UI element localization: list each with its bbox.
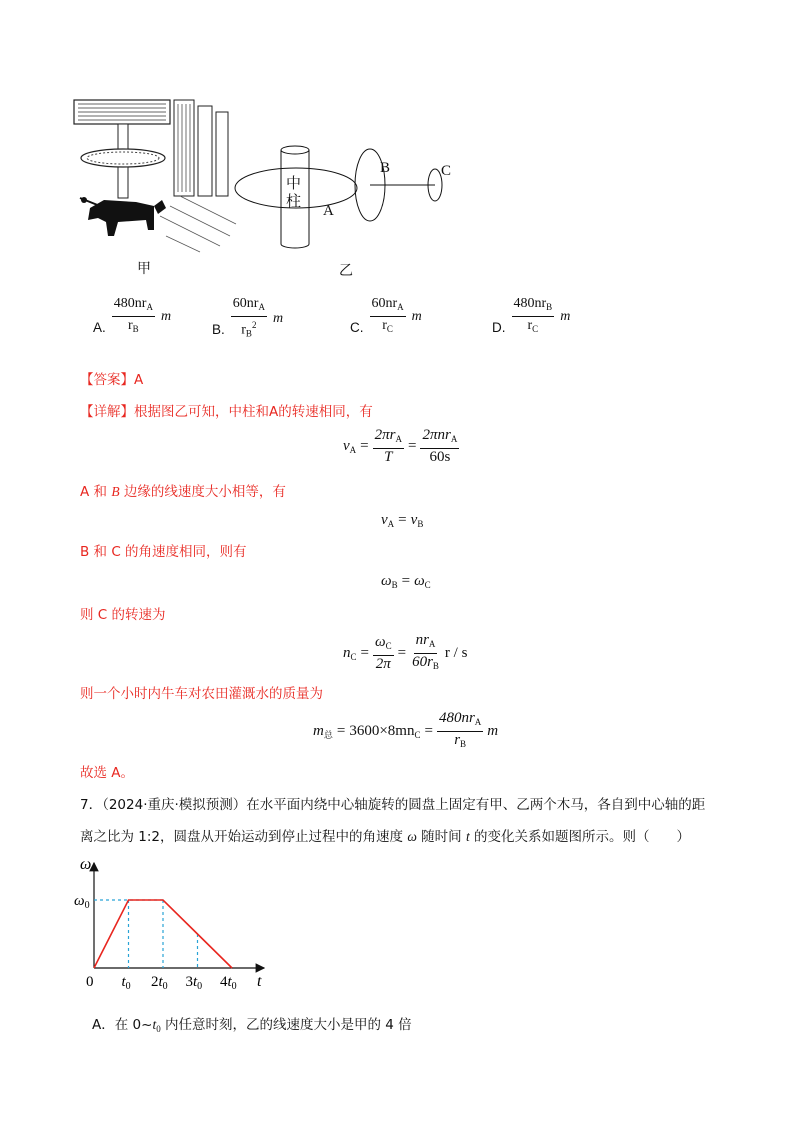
eq3-lhs-sub: B: [391, 580, 398, 590]
option-a-q7-t0: t: [152, 1017, 157, 1032]
option-c-den: r: [382, 318, 387, 333]
diagram-label-C: C: [441, 163, 452, 179]
diagram-label-zhu: 柱: [286, 194, 302, 210]
option-b-tail: m: [272, 310, 284, 326]
eq5-mid-sub: C: [414, 730, 421, 740]
eq1-f1-num: 2πr: [374, 427, 396, 443]
x-tick-3: $3t_0$: [185, 974, 203, 992]
detail-intro-line: [80, 402, 373, 422]
option-d-tail: m: [560, 308, 571, 324]
option-d-den-sub: C: [532, 324, 539, 334]
option-a-prev-label: A.: [93, 320, 106, 335]
question-text-2b: 随时间: [416, 829, 466, 845]
diagram-label-zhong: 中: [286, 176, 302, 192]
option-d-prev[interactable]: [492, 296, 570, 337]
eq4-f1-den: 2π: [375, 656, 391, 672]
x-tick-0: 0: [86, 974, 94, 990]
detail-tag: 【详解】: [80, 404, 134, 420]
eq5-lhs-sub: 总: [323, 729, 333, 740]
x-tick-4: $4t_0$: [220, 974, 237, 992]
eq5-mid: 3600×8mn: [349, 723, 415, 739]
option-b-den: r: [241, 322, 246, 338]
option-c-num: 60nr: [371, 296, 398, 311]
eq5-lhs: m: [313, 722, 324, 739]
question-text-2a: 离之比为 1:2，圆盘从开始运动到停止过程中的角速度: [80, 829, 408, 845]
figure-jia-label: 甲: [137, 261, 151, 277]
eq4-unit: r / s: [444, 645, 468, 661]
omega-series-line: [94, 900, 232, 968]
option-a-prev[interactable]: [93, 296, 171, 337]
option-b-num: 60nr: [232, 296, 259, 311]
option-b-den-sub: B: [245, 328, 252, 339]
y-tick-omega0: $\omega_0$: [74, 893, 90, 911]
conclusion-line: 故选 A。: [80, 765, 135, 781]
detail-intro-text: 根据图乙可知，中柱和A的转速相同，有: [134, 404, 373, 420]
option-c-tail: m: [411, 308, 422, 324]
figure-yi-label: 乙: [339, 263, 353, 279]
figure-jia-illustration: [70, 96, 240, 256]
detail-line-5: 则一个小时内牛车对农田灌溉水的质量为: [80, 686, 323, 702]
diagram-label-B: B: [380, 160, 391, 176]
equation-wb-wc: $\omega_B$ = $\omega_C$: [381, 573, 431, 590]
equation-va: $v_A$ = $\frac{2\pi r_A}{T}$ = $\frac{2\pi nr_A}{60s}$: [343, 427, 458, 465]
equation-va-vb: $v_A$ = $v_B$: [381, 512, 424, 529]
option-a-q7-text2: 内任意时刻，乙的线速度大小是甲的 4 倍: [160, 1017, 412, 1033]
eq4-lhs: n: [343, 645, 351, 661]
option-b-num-sub: A: [258, 302, 265, 312]
eq4-f2-den: 60r: [412, 654, 433, 670]
eq2-rhs: v: [410, 512, 418, 528]
option-d-prev-label: D.: [492, 320, 506, 335]
option-a-tail: m: [160, 308, 172, 324]
eq1-f2-den: 60s: [429, 449, 451, 465]
question-omega: ω: [407, 829, 417, 844]
eq1-f2-num-sub: A: [450, 434, 458, 444]
detail-line2-c: 边缘的线速度大小相等，有: [119, 484, 286, 500]
eq2-lhs-sub: A: [387, 519, 395, 529]
option-d-den: r: [527, 318, 533, 333]
eq5-f-num: 480nr: [438, 710, 475, 726]
eq3-lhs: ω: [381, 573, 392, 589]
option-b-den-sup: 2: [251, 320, 257, 330]
detail-line-4: 则 C 的转速为: [80, 607, 166, 623]
option-c-prev[interactable]: [350, 296, 422, 337]
option-c-den-sub: C: [386, 324, 393, 334]
option-a-num: 480nr: [113, 296, 147, 311]
option-a-num-sub: A: [146, 302, 153, 312]
x-tick-1: $t_0$: [121, 974, 131, 992]
option-d-num-sub: B: [546, 302, 553, 312]
answer-line: 【答案】A: [80, 372, 144, 388]
option-c-prev-label: C.: [350, 320, 364, 335]
x-tick-2: $2t_0$: [151, 974, 168, 992]
eq4-f1-num: ω: [374, 634, 386, 650]
option-a-q7-label: A．: [92, 1017, 115, 1033]
option-a-den: r: [128, 318, 133, 333]
option-a-q7[interactable]: A．在 $0\sim t_0$ 内任意时刻，乙的线速度大小是甲的 4 倍: [92, 1017, 412, 1034]
eq4-f2-den-sub: B: [432, 661, 439, 671]
eq1-lhs: v: [343, 438, 350, 454]
y-axis-label: ω: [80, 856, 92, 873]
eq1-f1-num-sub: A: [395, 434, 402, 444]
eq5-f-den-sub: B: [460, 739, 467, 749]
question-text-2c: 的变化关系如题图所示。则（ ）: [469, 829, 691, 845]
option-b-prev[interactable]: [212, 296, 283, 342]
question-7-line-1: [80, 795, 705, 815]
eq5-tail: m: [487, 723, 499, 739]
eq4-f2-num-sub: A: [428, 639, 436, 649]
option-c-num-sub: A: [397, 302, 404, 312]
eq2-rhs-sub: B: [417, 519, 424, 529]
eq4-f1-num-sub: C: [385, 641, 392, 651]
detail-line2-b: B: [111, 484, 120, 499]
option-a-den-sub: B: [132, 324, 139, 334]
detail-line2-a: A 和: [80, 484, 112, 500]
eq2-lhs: v: [381, 512, 388, 528]
figure-yi-diagram: [228, 140, 468, 258]
question-source: （2024·重庆·模拟预测）: [102, 797, 247, 813]
question-7-line-2: [80, 827, 690, 847]
eq1-f1-den: T: [384, 449, 393, 465]
option-b-prev-label: B.: [212, 322, 225, 338]
detail-line-3: B 和 C 的角速度相同，则有: [80, 544, 247, 560]
equation-m-total: $m_总$ = $3600\times 8mn_C$ = $\frac{480nr_A}{r_B}$ m: [313, 710, 499, 749]
eq5-f-den: r: [454, 732, 461, 748]
eq1-f2-num: 2πnr: [422, 427, 451, 443]
option-d-num: 480nr: [513, 296, 547, 311]
eq3-rhs-sub: C: [424, 580, 431, 590]
eq3-rhs: ω: [414, 573, 425, 589]
question-number: 7．: [80, 797, 103, 813]
option-a-q7-text1: 在 0~: [114, 1017, 153, 1033]
question-text-1: 在水平面内绕中心轴旋转的圆盘上固定有甲、乙两个木马，各自到中心轴的距: [246, 797, 706, 813]
eq1-lhs-sub: A: [349, 445, 357, 455]
detail-line-2: [80, 482, 286, 502]
equation-nc: $n_C$ = $\frac{\omega_C}{2\pi}$ = $\frac{nr_A}{60r_B}$ r / s: [343, 632, 468, 672]
question-t: t: [465, 829, 470, 844]
eq4-lhs-sub: C: [350, 652, 357, 662]
eq4-f2-num: nr: [415, 632, 429, 648]
x-axis-label: t: [257, 973, 262, 990]
diagram-label-A: A: [323, 203, 334, 219]
eq5-f-num-sub: A: [474, 717, 482, 727]
omega-time-chart: [74, 855, 280, 995]
